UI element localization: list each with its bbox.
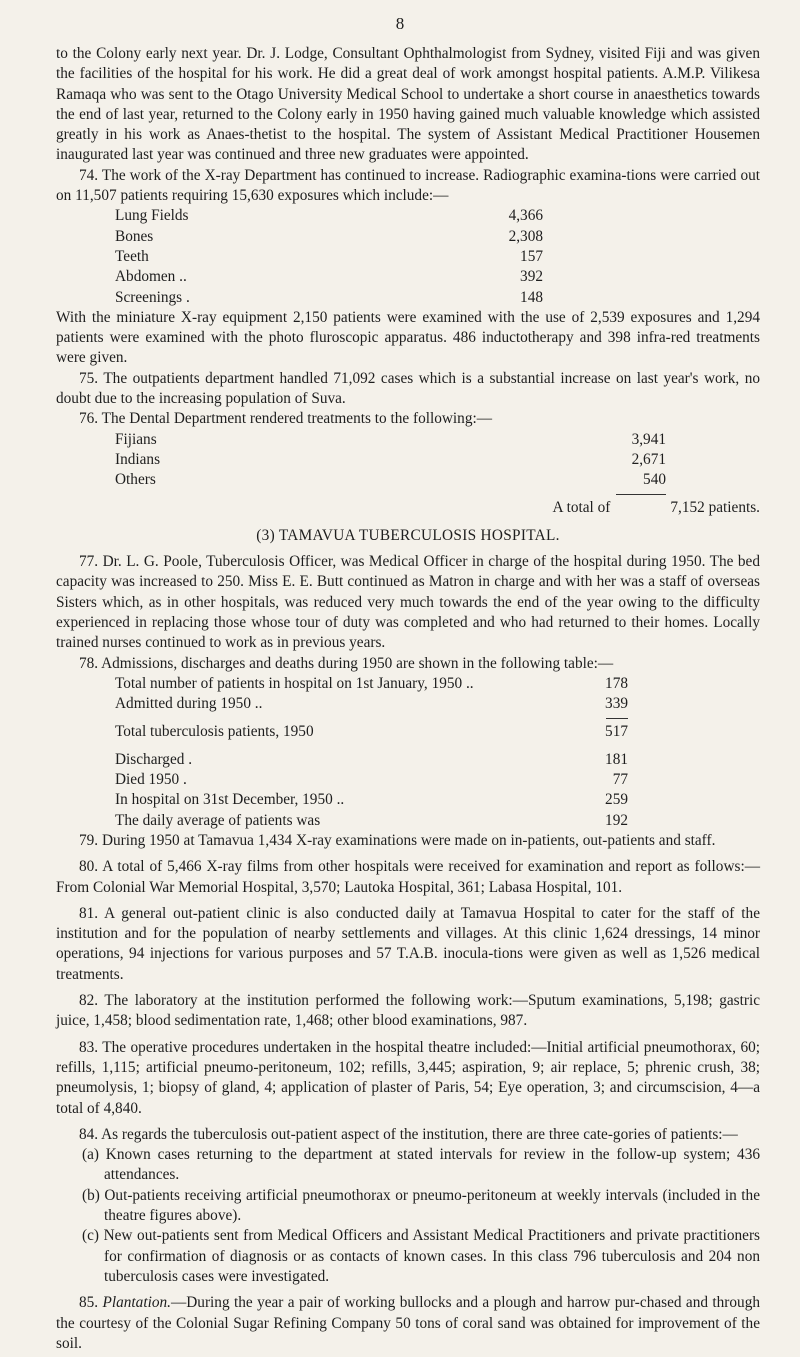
paragraph-77: 77. Dr. L. G. Poole, Tuberculosis Officer, was Medical Officer in charge of the hospital during 1950. The bed capacity was increased to 250. Miss E. E. Butt continued as Matron in charge and with her was a staff of overseas Sisters which, as in other hospitals, was reduced very much towards the end of the year owing to the difficulty experienced in replacing those whose tour of duty was completed and who had returned to their homes. Locally trained nurses continued to work as in previous years. [56,553,760,652]
admissions-table [115,674,628,831]
dental-total-value: 7,152 patients. [670,498,760,516]
admissions-value: 192 [605,811,628,829]
paragraph-74: 74. The work of the X-ray Department has continued to increase. Radiographic examina-tions were carried out on 11,507 patients requiring 15,630 exposures which include:— [56,166,760,205]
admissions-label: Admitted during 1950 .. [115,695,263,713]
list-item-c: (c) New out-patients sent from Medical Officers and Assistant Medical Practitioners and private practitioners for confirmation of diagnosis or as contacts of known cases. In this class 796 tuberculosis and 204 non tuberculosis cases were investigated. [82,1227,760,1285]
list-item-a: (a) Known cases returning to the department at stated intervals for review in the follow-up system; 436 attendances. [82,1146,760,1184]
total-rule [606,718,628,719]
paragraph-80: 80. A total of 5,466 X-ray films from other hospitals were received for examination and report as follows:—From Colonial War Memorial Hospital, 3,570; Lautoka Hospital, 361; Labasa Hospital, 101. [56,858,760,896]
paragraph-85-text: —During the year a pair of working bullocks and a plough and harrow pur-chased and through the courtesy of the Colonial Sugar Refining Company 50 tons of coral sand was obtained for improvement of the soil. [56,1294,760,1352]
admissions-row [115,694,628,714]
paragraph-85 [56,1293,760,1354]
paragraph-83: 83. The operative procedures undertaken in the hospital theatre included:—Initial artificial pneumothorax, 60; refills, 1,115; artificial pneumo-peritoneum, 102; refills, 3,445; aspiration, 9; air replace, 5; phrenic crush, 38; pneumolysis, 1; biopsy of gland, 4; application of plaster of Paris, 54; Eye operation, 3; and circumscision, 4—a total of 4,840. [56,1038,760,1117]
paragraph-73-continued: to the Colony early next year. Dr. J. Lodge, Consultant Ophthalmologist from Sydney, visited Fiji and was given the facilities of the hospital for his work. He did a great deal of work amongst hospital patients. A.M.P. Vilikesa Ramaqa who was sent to the Otago University Medical School to undertake a short course in anaesthetics towards the end of last year, returned to the Colony early in 1950 having gained much valuable knowledge which assisted greatly in his work as Anaes-thetist to the hospital. The system of Assistant Medical Practitioner Housemen inaugurated last year was continued and three new graduates were appointed. [56,45,760,164]
paragraph-78: 78. Admissions, discharges and deaths during 1950 are shown in the following table:— [79,654,614,672]
admissions-total-label: Total tuberculosis patients, 1950 [115,722,314,740]
paragraph-85-title: Plantation. [102,1294,171,1312]
dental-total-label: A total of [552,498,611,516]
admissions-row [115,750,628,770]
list-item-b: (b) Out-patients receiving artificial pneumothorax or pneumo-peritoneum at weekly intervals (included in the theatre figures above). [82,1186,760,1225]
xray-value: 2,308 [508,227,543,245]
xray-label: Abdomen .. [115,268,187,286]
admissions-label: Total number of patients in hospital on 1st January, 1950 .. [115,674,474,692]
dental-row [115,450,666,470]
page-body [56,44,760,1354]
dental-label: Others [115,471,156,489]
xray-label: Screenings . [115,288,190,306]
xray-value: 157 [520,247,543,265]
xray-row [115,206,543,226]
xray-value: 392 [520,268,543,286]
paragraph-75: 75. The outpatients department handled 71,092 cases which is a substantial increase on last year's work, no doubt due to the increasing population of Suva. [56,369,760,408]
xray-table [115,206,543,307]
dental-value: 3,941 [631,430,666,448]
dental-value: 2,671 [631,450,666,468]
xray-row [115,227,543,247]
dental-label: Fijians [115,430,157,448]
page-number: 8 [395,14,405,33]
xray-label: Teeth [115,247,149,265]
dental-row [115,430,666,450]
admissions-value: 259 [605,791,628,809]
admissions-row [115,770,628,790]
dental-value: 540 [643,471,666,489]
admissions-value: 77 [612,771,628,789]
paragraph-85-number: 85. [79,1294,103,1312]
xray-label: Bones [115,227,154,245]
total-rule [616,494,666,495]
dental-label: Indians [115,450,161,468]
xray-value: 4,366 [508,207,543,225]
paragraph-76: 76. The Dental Department rendered treatments to the following:— [79,410,493,428]
xray-value: 148 [520,288,543,306]
admissions-label: Died 1950 . [115,771,187,789]
admissions-value: 339 [605,695,628,713]
xray-row [115,267,543,287]
admissions-value: 178 [605,674,628,692]
admissions-label: Discharged . [115,750,193,768]
xray-label: Lung Fields [115,207,189,225]
admissions-row [115,674,628,694]
admissions-value: 181 [605,750,628,768]
paragraph-74b: With the miniature X-ray equipment 2,150 patients were examined with the use of 2,539 exposures and 1,294 patients were examined with the photo fluroscopic apparatus. 486 inductotherapy and 398 infra-red treatments were given. [56,308,760,367]
admissions-row [115,790,628,810]
admissions-label: The daily average of patients was [115,811,321,829]
xray-row [115,247,543,267]
dental-row [115,470,666,490]
admissions-row [115,811,628,831]
dental-table [115,430,760,518]
xray-row [115,288,543,308]
admissions-label: In hospital on 31st December, 1950 .. [115,791,345,809]
admissions-total-row [115,722,628,742]
paragraph-82: 82. The laboratory at the institution performed the following work:—Sputum examinations, 5,198; gastric juice, 1,458; blood sedimentation rate, 1,468; other blood examinations, 987. [56,992,760,1030]
paragraph-81: 81. A general out-patient clinic is also conducted daily at Tamavua Hospital to cater for the staff of the institution and for the population of nearby settlements and villages. At this clinic 1,624 dressings, 14 minor operations, 94 injections for various purposes and 57 T.A.B. inocula-tions were given as well as 1,526 medical treatments. [56,904,760,983]
paragraph-79: 79. During 1950 at Tamavua 1,434 X-ray examinations were made on in-patients, out-patients and staff. [79,831,716,849]
section-heading: (3) TAMAVUA TUBERCULOSIS HOSPITAL. [256,526,560,544]
paragraph-84: 84. As regards the tuberculosis out-patient aspect of the institution, there are three cate-gories of patients:— [79,1125,738,1143]
admissions-total-value: 517 [605,722,628,740]
dental-total-row [115,498,760,518]
